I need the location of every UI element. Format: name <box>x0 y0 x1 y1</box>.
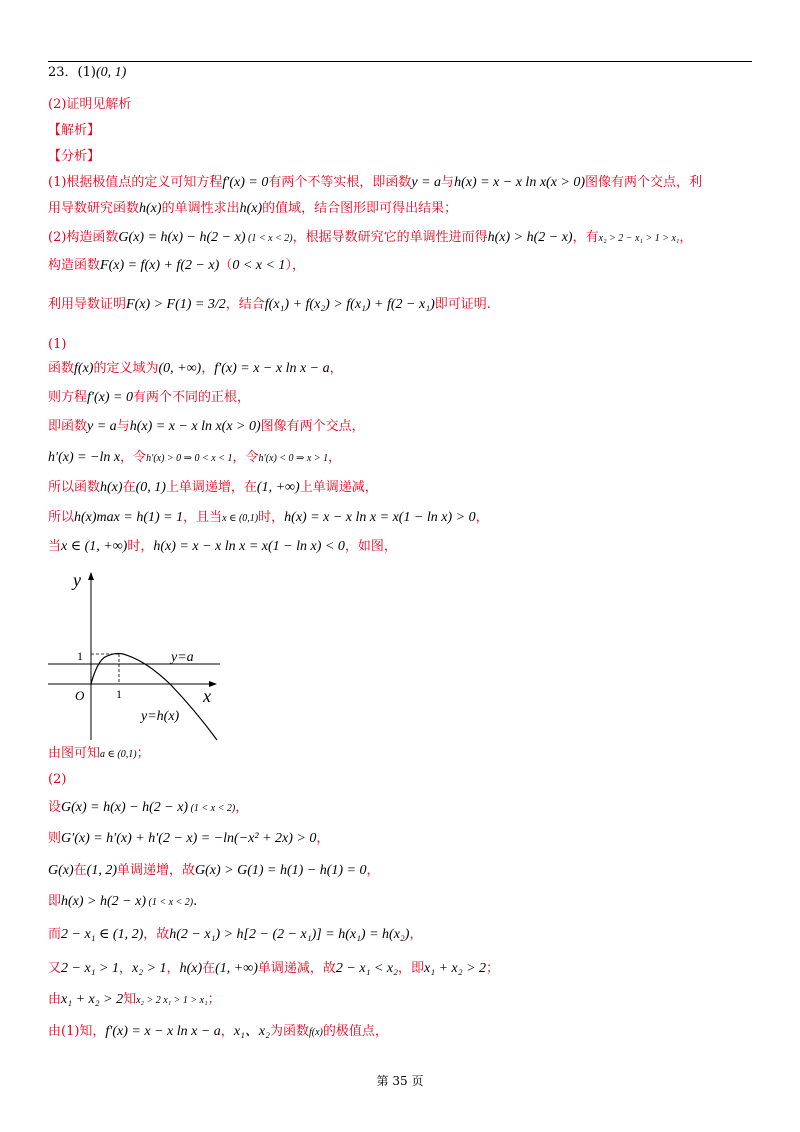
math-expression: F(x) = f(x) + f(2 − x) <box>100 258 220 273</box>
solution-line-l25 <box>48 960 499 978</box>
solution-line-l15 <box>48 479 378 497</box>
solution-line-l21 <box>48 830 329 848</box>
text-segment: 所以 <box>48 510 75 525</box>
math-expression: x ∈ (1, +∞) <box>61 539 128 554</box>
text-segment: ，有 <box>572 230 599 245</box>
math-expression: x ∈ (0,1) <box>222 513 259 524</box>
text-segment: ，根据导数研究它的单调性进而得 <box>292 230 488 245</box>
text-segment: 有两个不同的正根， <box>132 390 250 405</box>
text-segment: (2)证明见解析 <box>48 97 132 112</box>
math-expression: x₁、x₂ <box>233 1024 270 1039</box>
text-segment: 构造函数 <box>48 258 101 273</box>
math-expression: h(x) = x − x ln x(x > 0) <box>454 175 586 190</box>
text-segment: ， <box>201 361 215 376</box>
text-segment: ， <box>679 230 693 245</box>
math-expression: h(x) = x − x ln x = x(1 − ln x) > 0 <box>284 510 476 525</box>
text-segment: ； <box>136 746 150 761</box>
math-expression: 0 < x < 1 <box>232 258 286 273</box>
text-segment: （ <box>219 258 233 273</box>
text-segment: 又 <box>48 961 62 976</box>
math-expression: h′(x) = −ln x <box>48 450 121 465</box>
text-segment: 设 <box>48 800 62 815</box>
math-expression: h(x) <box>239 201 263 216</box>
text-segment: ，故 <box>143 927 170 942</box>
math-expression: 2 − x₁ > 1 <box>61 961 119 976</box>
solution-line-l12 <box>48 389 250 407</box>
text-segment: ， <box>119 961 133 976</box>
math-expression: (1, +∞) <box>256 480 300 495</box>
text-segment: 则方程 <box>48 390 88 405</box>
solution-line-l20 <box>48 799 248 818</box>
text-segment: ， <box>409 927 423 942</box>
math-expression: G′(x) = h′(x) + h′(2 − x) = −ln(−x² + 2x) > 0 <box>61 831 317 846</box>
text-segment: ，令 <box>232 450 259 465</box>
solution-line-l3 <box>48 122 100 140</box>
math-expression: x₂ > 2 − x₁ > 1 > x₁ <box>598 233 680 244</box>
math-expression: x₂ > 1 <box>132 961 167 976</box>
y-axis-arrow <box>88 572 94 580</box>
solution-line-l24 <box>48 926 422 944</box>
solution-line-l18 <box>48 745 150 764</box>
text-segment: 函数 <box>48 361 75 376</box>
one-x-label: 1 <box>116 687 122 701</box>
text-segment: ， <box>316 831 330 846</box>
curve-h <box>91 653 217 740</box>
math-expression: (1, 2) <box>86 863 117 878</box>
math-expression: h(x) = x − x ln x = x(1 − ln x) < 0 <box>153 539 345 554</box>
text-segment: ， <box>235 800 249 815</box>
x-axis-label: x <box>203 686 211 706</box>
math-expression: h′(x) > 0 ⇒ 0 < x < 1 <box>146 453 233 464</box>
text-segment: ，结合 <box>225 297 265 312</box>
text-segment: 单调递减，故 <box>257 961 336 976</box>
text-segment: 上单调递增，在 <box>165 480 257 495</box>
math-expression: x₁ + x₂ > 2 <box>423 961 487 976</box>
text-segment: (2)构造函数 <box>48 230 119 245</box>
text-segment: 时， <box>127 539 154 554</box>
function-graph <box>45 568 225 743</box>
one-y-label: 1 <box>77 649 83 663</box>
page-footer: 第 35 页 <box>376 1074 424 1088</box>
solution-line-l5 <box>48 174 702 192</box>
solution-line-l26 <box>48 991 221 1010</box>
text-segment: ，即 <box>397 961 424 976</box>
text-segment: ； <box>486 961 500 976</box>
math-expression: (1 < x < 2) <box>188 803 236 814</box>
text-segment: 的值域，结合图形即可得出结果； <box>262 201 458 216</box>
math-expression: y = a <box>411 175 442 190</box>
text-segment: 的极值点， <box>322 1024 388 1039</box>
text-segment: ， <box>328 450 342 465</box>
math-expression: h′(x) < 0 ⇒ x > 1 <box>258 453 329 464</box>
solution-line-l16 <box>48 509 489 528</box>
text-segment: 则 <box>48 831 62 846</box>
text-segment: ，如图， <box>344 539 397 554</box>
text-segment: 而 <box>48 927 62 942</box>
math-expression: a ∈ (0,1) <box>100 749 137 760</box>
solution-line-l13 <box>48 418 365 436</box>
header-rule <box>48 61 752 62</box>
math-expression: f′(x) = 0 <box>222 175 269 190</box>
math-expression: 2 − x₁ < x₂ <box>335 961 398 976</box>
solution-line-l22 <box>48 862 380 880</box>
solution-line-l23 <box>48 893 197 912</box>
text-segment: 由(1)知， <box>48 1024 106 1039</box>
math-expression: (1 < x < 2) <box>245 233 293 244</box>
origin-label: O <box>75 688 85 703</box>
text-segment: (2) <box>48 772 67 787</box>
math-expression: h(2 − x₁) > h[2 − (2 − x₁)] = h(x₁) = h(x₂) <box>169 927 410 942</box>
text-segment: 利用导数证明 <box>48 297 127 312</box>
math-expression: f′(x) = x − x ln x − a <box>105 1024 221 1039</box>
text-segment: ，令 <box>120 450 147 465</box>
text-segment: . <box>193 894 198 909</box>
text-segment: 用导数研究函数 <box>48 201 140 216</box>
solution-line-l9 <box>48 296 491 314</box>
math-expression: y = a <box>87 419 117 434</box>
math-expression: (1, +∞) <box>215 961 258 976</box>
math-expression: G(x) = h(x) − h(2 − x) <box>118 230 246 245</box>
solution-line-l2 <box>48 96 131 114</box>
text-segment: 单调递增，故 <box>117 863 196 878</box>
text-segment: 图像有两个交点， <box>260 419 365 434</box>
text-segment: 当 <box>48 539 62 554</box>
math-expression: 2 − x₁ ∈ (1, 2) <box>61 927 144 942</box>
math-expression: h(x) > h(2 − x) <box>487 230 573 245</box>
text-segment: 为函数 <box>269 1024 309 1039</box>
text-segment: (1)根据极值点的定义可知方程 <box>48 175 223 190</box>
solution-line-l11 <box>48 360 343 378</box>
solution-line-l19 <box>48 771 66 789</box>
y-axis-label: y <box>73 570 81 590</box>
math-expression: h(x) <box>100 480 123 495</box>
math-expression: (0, +∞) <box>158 361 202 376</box>
text-segment: 有两个不等实根，即函数 <box>268 175 412 190</box>
solution-line-l27 <box>48 1023 388 1042</box>
text-segment: 的定义域为 <box>93 361 159 376</box>
solution-line-l1 <box>48 64 126 82</box>
text-segment: 所以函数 <box>48 480 101 495</box>
text-segment: 即 <box>48 894 62 909</box>
math-expression: f(x) <box>74 361 94 376</box>
solution-line-l8 <box>48 257 305 275</box>
math-expression: F(x) > F(1) = 3/2 <box>126 297 226 312</box>
solution-line-l14 <box>48 449 341 468</box>
text-segment: ， <box>329 361 343 376</box>
solution-line-l17 <box>48 538 397 556</box>
math-expression: h(x) = x − x ln x(x > 0) <box>129 419 261 434</box>
text-segment: 时， <box>258 510 285 525</box>
curve-label: y=h(x) <box>141 709 180 724</box>
math-expression: h(x) > h(2 − x) <box>61 894 146 909</box>
math-expression: x₂ > 2 x₁ > 1 > x₁ <box>136 995 208 1006</box>
math-expression: G(x) > G(1) = h(1) − h(1) = 0 <box>195 863 367 878</box>
text-segment: 与 <box>116 419 130 434</box>
text-segment: ）， <box>285 258 305 273</box>
solution-line-l7 <box>48 229 692 248</box>
text-segment: 的单调性求出 <box>161 201 240 216</box>
math-expression: f(x) <box>309 1027 323 1038</box>
text-segment: ，且当 <box>183 510 223 525</box>
solution-line-l6 <box>48 200 457 218</box>
text-segment: ， <box>166 961 180 976</box>
math-expression: h(x) <box>139 201 162 216</box>
text-segment: 知 <box>123 992 137 1007</box>
text-segment: 即可证明. <box>434 297 491 312</box>
math-expression: G(x) <box>48 863 74 878</box>
math-expression: G(x) = h(x) − h(2 − x) <box>61 800 189 815</box>
text-segment: (1) <box>48 337 67 352</box>
text-segment: ， <box>220 1024 234 1039</box>
math-expression: h(x) <box>179 961 203 976</box>
text-segment: ， <box>475 510 489 525</box>
math-expression: (0, 1) <box>135 480 166 495</box>
text-segment: 由图可知 <box>48 746 101 761</box>
text-segment: 由 <box>48 992 62 1007</box>
math-expression: (0, 1) <box>95 65 127 80</box>
text-segment: 图像有两个交点，利 <box>585 175 703 190</box>
text-segment: 上单调递减， <box>299 480 378 495</box>
text-segment: 与 <box>441 175 455 190</box>
text-segment: 【解析】 <box>48 123 101 138</box>
math-expression: x₁ + x₂ > 2 <box>61 992 124 1007</box>
math-expression: f′(x) = 0 <box>87 390 133 405</box>
text-segment: ； <box>207 992 221 1007</box>
text-segment: 【分析】 <box>48 149 101 164</box>
line-label: y=a <box>171 650 194 665</box>
math-expression: h(x)max = h(1) = 1 <box>74 510 184 525</box>
solution-line-l10 <box>48 336 66 354</box>
text-segment: ， <box>366 863 380 878</box>
text-segment: 即函数 <box>48 419 88 434</box>
text-segment: 在 <box>202 961 216 976</box>
math-expression: f(x₁) + f(x₂) > f(x₁) + f(2 − x₁) <box>264 297 435 312</box>
math-expression: (1 < x < 2) <box>146 897 194 908</box>
math-expression: f′(x) = x − x ln x − a <box>214 361 330 376</box>
solution-line-l4 <box>48 148 100 166</box>
text-segment: 23．(1) <box>48 65 96 80</box>
text-segment: 在 <box>73 863 87 878</box>
text-segment: 在 <box>122 480 136 495</box>
